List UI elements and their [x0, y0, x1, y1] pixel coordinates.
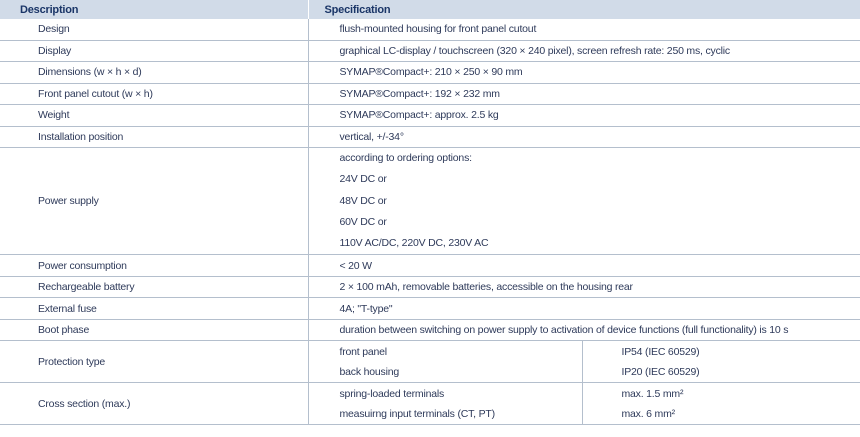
table-header-row	[0, 0, 860, 19]
header-specification: Specification	[308, 0, 860, 19]
row-specification: duration between switching on power supply to activation of device functions (full functionality) is 10 s	[308, 319, 860, 341]
power-supply-line: 48V DC or	[339, 194, 387, 207]
row-description: Front panel cutout (w × h)	[0, 83, 308, 105]
table-row	[0, 40, 860, 62]
table-row	[0, 255, 860, 277]
row-description: External fuse	[0, 298, 308, 320]
row-description: Dimensions (w × h × d)	[0, 62, 308, 84]
row-specification: graphical LC-display / touchscreen (320 × 240 pixel), screen refresh rate: 250 ms, cyclic	[308, 40, 860, 62]
power-supply-line: 24V DC or	[339, 173, 387, 186]
cross-section-value: max. 6 mm²	[582, 404, 860, 425]
table-row	[0, 83, 860, 105]
row-description: Boot phase	[0, 319, 308, 341]
power-supply-line: 60V DC or	[339, 215, 387, 228]
row-description: Power supply	[0, 148, 308, 255]
table-row	[0, 298, 860, 320]
cross-section-label: measuirng input terminals (CT, PT)	[308, 404, 582, 425]
protection-value: IP20 (IEC 60529)	[582, 362, 860, 383]
row-description: Installation position	[0, 126, 308, 148]
table-row-power-supply	[0, 148, 860, 255]
protection-value: IP54 (IEC 60529)	[582, 341, 860, 362]
row-specification: < 20 W	[308, 255, 860, 277]
protection-label: front panel	[308, 341, 582, 362]
table-row-cross-section	[0, 383, 860, 404]
row-specification: SYMAP®Compact+: 210 × 250 × 90 mm	[308, 62, 860, 84]
power-supply-options	[308, 148, 860, 255]
row-specification: flush-mounted housing for front panel cutout	[308, 19, 860, 40]
table-row	[0, 276, 860, 298]
power-supply-line: 110V AC/DC, 220V DC, 230V AC	[339, 237, 489, 250]
protection-label: back housing	[308, 362, 582, 383]
cross-section-label: spring-loaded terminals	[308, 383, 582, 404]
table-row	[0, 126, 860, 148]
row-specification: SYMAP®Compact+: 192 × 232 mm	[308, 83, 860, 105]
row-description: Cross section (max.)	[0, 383, 308, 425]
power-supply-line: according to ordering options:	[339, 152, 472, 164]
table-row	[0, 105, 860, 127]
table-row	[0, 19, 860, 40]
row-description: Weight	[0, 105, 308, 127]
row-description: Power consumption	[0, 255, 308, 277]
table-row	[0, 319, 860, 341]
row-specification: SYMAP®Compact+: approx. 2.5 kg	[308, 105, 860, 127]
header-description: Description	[0, 0, 308, 19]
row-specification: vertical, +/-34°	[308, 126, 860, 148]
row-specification: 4A; "T-type"	[308, 298, 860, 320]
row-description: Rechargeable battery	[0, 276, 308, 298]
cross-section-value: max. 1.5 mm²	[582, 383, 860, 404]
row-description: Protection type	[0, 341, 308, 383]
row-description: Design	[0, 19, 308, 40]
row-specification: 2 × 100 mAh, removable batteries, accessible on the housing rear	[308, 276, 860, 298]
table-row	[0, 62, 860, 84]
table-row-protection	[0, 341, 860, 362]
row-description: Display	[0, 40, 308, 62]
